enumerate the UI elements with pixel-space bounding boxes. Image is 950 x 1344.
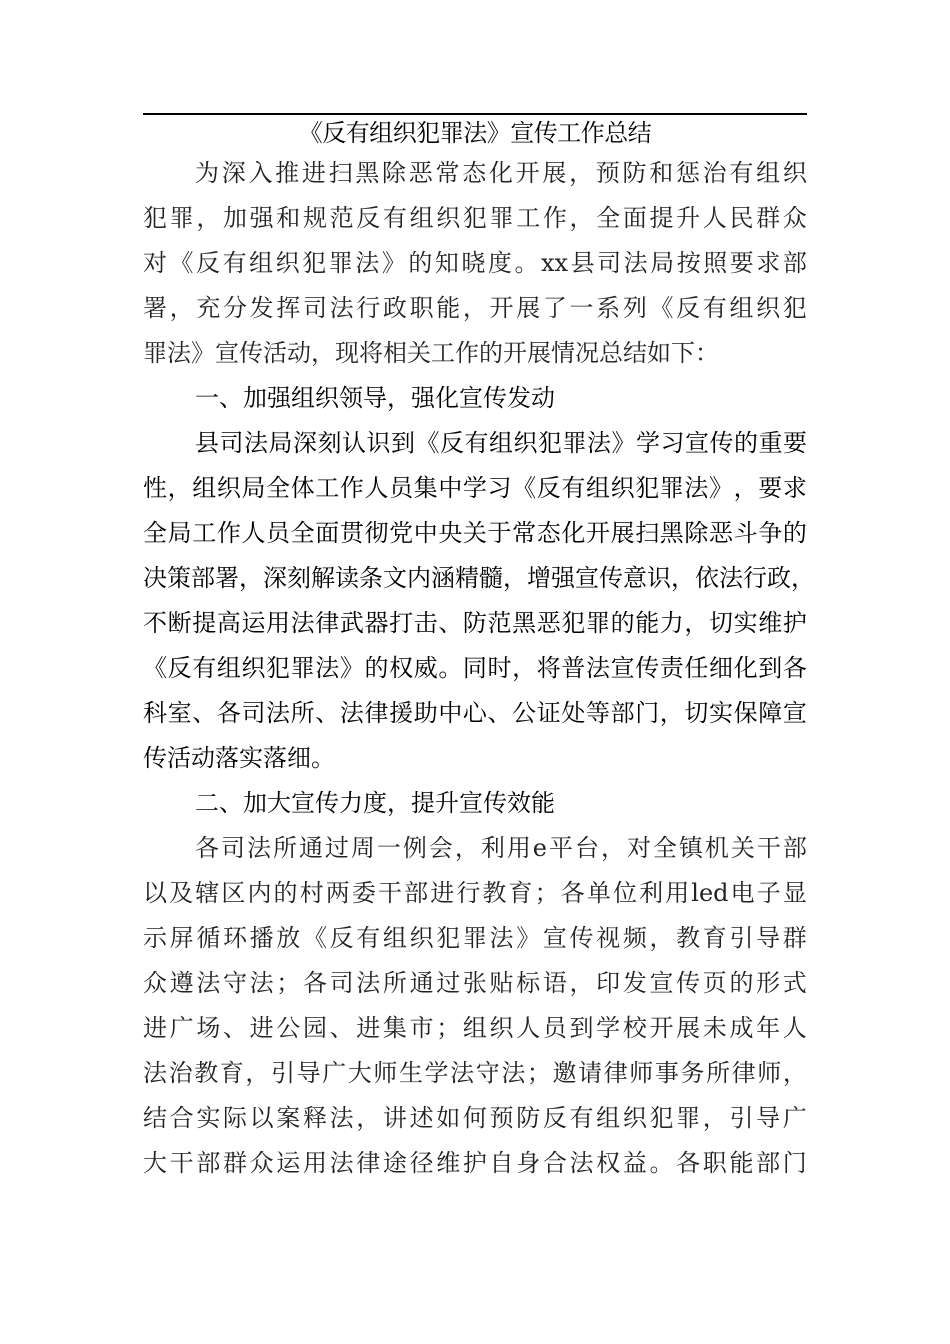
paragraph-line: 法 治 教 育 ， 引 导 广 大 师 生 学 法 守 法 ； 邀 请 律 师 事 务 所 律 师 ，	[143, 1059, 807, 1087]
paragraph-line: 各 司 法 所 通 过 周 一 例 会 ， 利 用 e 平 台 ， 对 全 镇 机 关 干 部	[195, 834, 807, 862]
paragraph-line: 《 反 有 组 织 犯 罪 法 》 的 权 威 。 同 时 ， 将 普 法 宣 传 责 任 细 化 到 各	[143, 654, 807, 682]
document-title: 《反有组织犯罪法》宣传工作总结	[298, 119, 652, 147]
paragraph-line: 不 断 提 高 运 用 法 律 武 器 打 击 、 防 范 黑 恶 犯 罪 的 能 力 ， 切 实 维 护	[143, 609, 807, 637]
header-rule	[143, 113, 807, 115]
paragraph-line: 示 屏 循 环 播 放 《 反 有 组 织 犯 罪 法 》 宣 传 视 频 ， 教 育 引 导 群	[143, 924, 807, 952]
paragraph-line: 为 深 入 推 进 扫 黑 除 恶 常 态 化 开 展 ， 预 防 和 惩 治 有 组 织	[195, 159, 807, 187]
paragraph-line: 犯 罪 ， 加 强 和 规 范 反 有 组 织 犯 罪 工 作 ， 全 面 提 升 人 民 群 众	[143, 204, 807, 232]
paragraph-line: 罪法》宣传活动，现将相关工作的开展情况总结如下：	[143, 339, 719, 367]
paragraph-line: 署 ， 充 分 发 挥 司 法 行 政 职 能 ， 开 展 了 一 系 列 《 反 有 组 织 犯	[143, 294, 807, 322]
section-heading: 一、加强组织领导，强化宣传发动	[195, 384, 555, 412]
paragraph-line: 县 司 法 局 深 刻 认 识 到 《 反 有 组 织 犯 罪 法 》 学 习 宣 传 的 重 要	[195, 429, 807, 457]
paragraph-line: 性 ， 组 织 局 全 体 工 作 人 员 集 中 学 习 《 反 有 组 织 犯 罪 法 》 ， 要 求	[143, 474, 807, 502]
paragraph-line: 全 局 工 作 人 员 全 面 贯 彻 党 中 央 关 于 常 态 化 开 展 扫 黑 除 恶 斗 争 的	[143, 519, 807, 547]
paragraph-line: 对 《 反 有 组 织 犯 罪 法 》 的 知 晓 度 。 xx 县 司 法 局 按 照 要 求 部	[143, 249, 807, 277]
paragraph-line: 大 干 部 群 众 运 用 法 律 途 径 维 护 自 身 合 法 权 益 。 各 职 能 部 门	[143, 1149, 807, 1177]
paragraph-line: 结 合 实 际 以 案 释 法 ， 讲 述 如 何 预 防 反 有 组 织 犯 罪 ， 引 导 广	[143, 1104, 807, 1132]
section-heading: 二、加大宣传力度，提升宣传效能	[195, 789, 555, 817]
paragraph-line: 以 及 辖 区 内 的 村 两 委 干 部 进 行 教 育 ； 各 单 位 利 用 led 电 子 显	[143, 879, 807, 907]
paragraph-line: 众 遵 法 守 法 ； 各 司 法 所 通 过 张 贴 标 语 ， 印 发 宣 传 页 的 形 式	[143, 969, 807, 997]
paragraph-line: 传活动落实落细。	[143, 744, 335, 772]
paragraph-line: 进 广 场 、 进 公 园 、 进 集 市 ； 组 织 人 员 到 学 校 开 展 未 成 年 人	[143, 1014, 807, 1042]
paragraph-line: 科 室 、 各 司 法 所 、 法 律 援 助 中 心 、 公 证 处 等 部 门 ， 切 实 保 障 宣	[143, 699, 807, 727]
paragraph-line: 决 策 部 署 ， 深 刻 解 读 条 文 内 涵 精 髓 ， 增 强 宣 传 意 识 ， 依 法 行 政 ，	[143, 564, 815, 592]
